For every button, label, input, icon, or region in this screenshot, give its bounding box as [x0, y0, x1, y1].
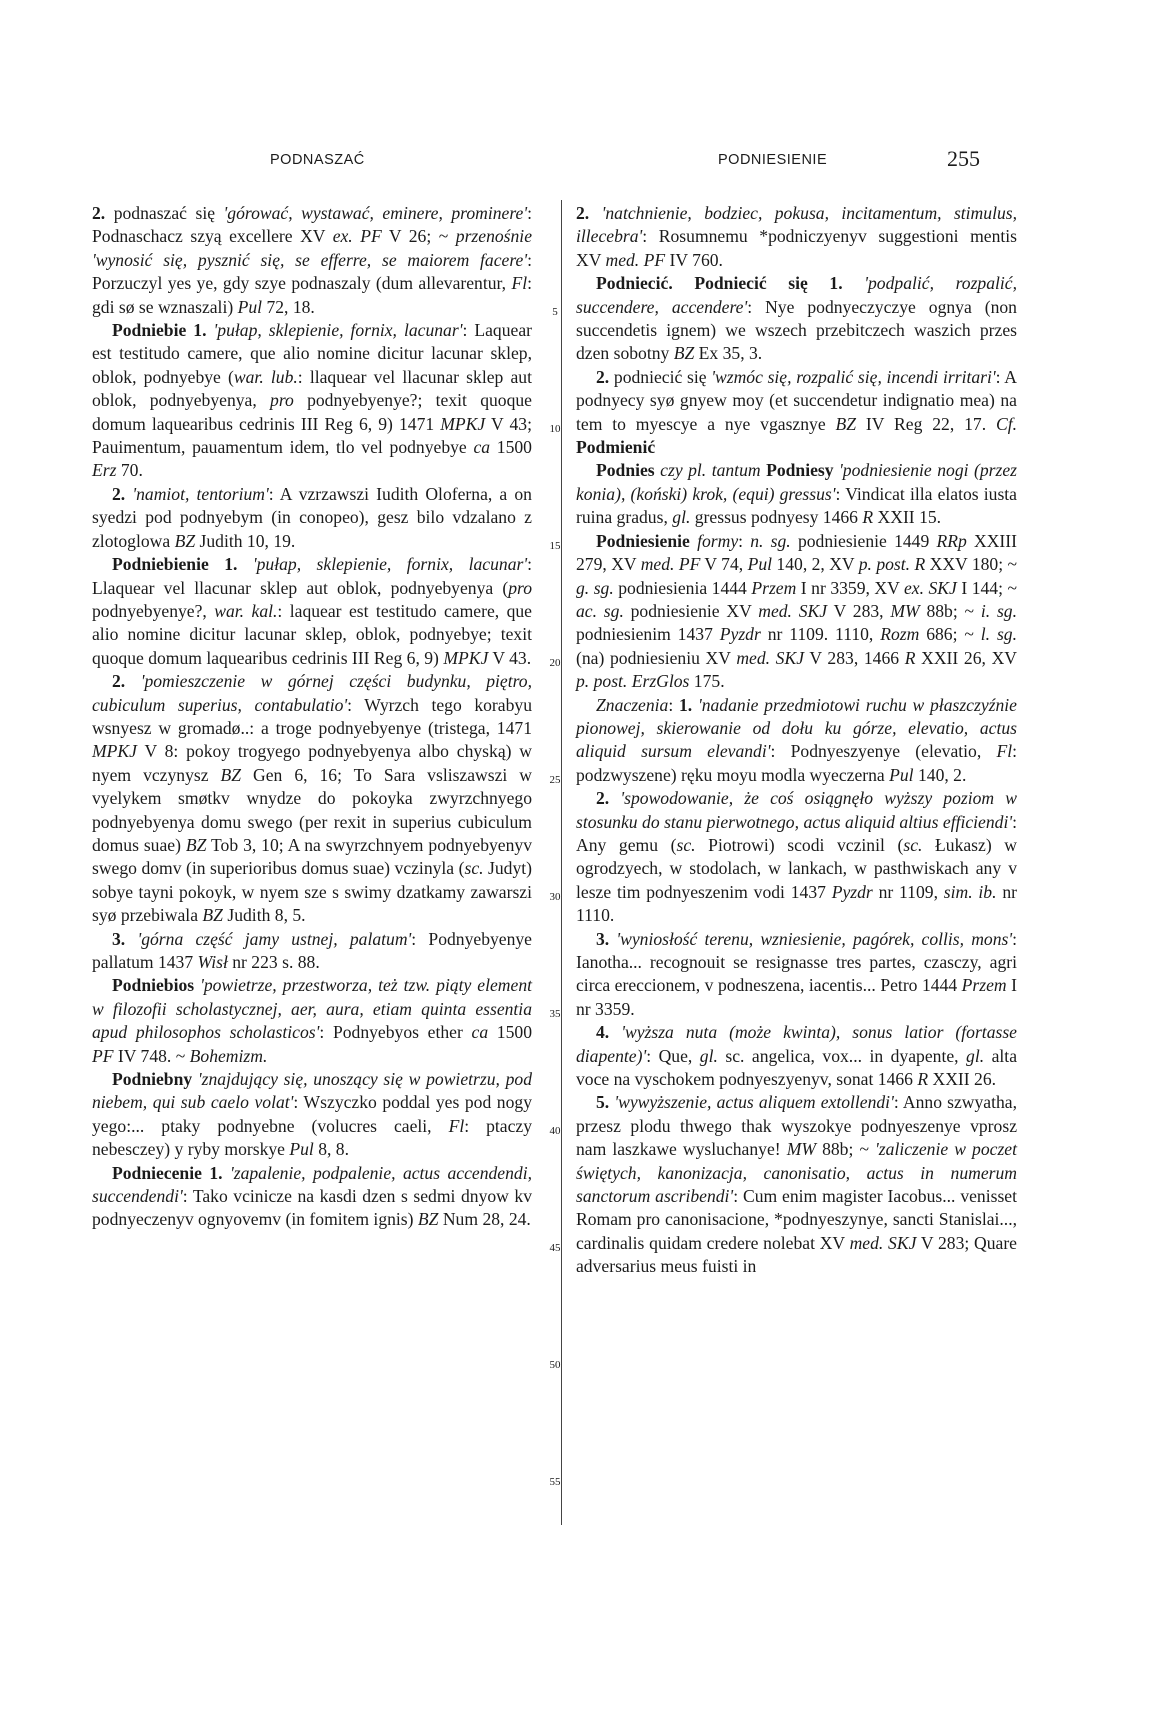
- dictionary-entry: Podniecenie 1. 'zapalenie, podpalenie, actus accendendi, succendendi': Tako vcinicze na kasdi dzen s sedmi dnyow kv podnyeczenyv ognyovemv (in fomitem ignis) BZ Num 28, 24.: [92, 1162, 532, 1230]
- running-head-right: PODNIESIENIE: [718, 152, 828, 168]
- dictionary-entry: Podniebie 1. 'pułap, sklepienie, fornix, lacunar': Laquear est testitudo camere, que alio nomine dicitur lacunar sklep, oblok, podnyebye (war. lub.: llaquear vel llacunar sklep aut oblok, podnyebyenya, pro podnyebyenye?; texit quoque domum laquearibus cedrinis III Reg 6, 9) 1471 MPKJ V 43; Pauimentum, pauamentum idem, tlo vel podnyebye ca 1500 Erz 70.: [92, 320, 532, 481]
- dictionary-entry: 2. 'spowodowanie, że coś osiągnęło wyższy poziom w stosunku do stanu pierwotnego, actus aliquid altius efficiendi': Any gemu (sc. Piotrowi) scodi vczinil (sc. Łukasz) w ogrodzyech, w stodolach, w lankach, w pasthwiskach any v lesze tim podnyeszenim vodi 1437 Pyzdr nr 1109, sim. ib. nr 1110.: [576, 788, 1018, 926]
- dictionary-entry: Znaczenia: 1. 'nadanie przedmiotowi ruchu w płaszczyźnie pionowej, skierowanie od dołu ku górze, elevatio, actus aliquid sursum elevandi': Podnyeszyenye (elevatio, Fl: podzwyszene) ręku moyu modla wyeczerna Pul 140, 2.: [576, 694, 1017, 785]
- dictionary-entry: 3. 'wyniosłość terenu, wzniesienie, pagórek, collis, mons': Ianotha... recognouit se resignasse tres partes, czasczy, agri circa ereccionem, v podneszena, iacentis... Petro 1444 Przem I nr 3359.: [576, 928, 1017, 1019]
- dictionary-entry: 2. podnaszać się 'górować, wystawać, eminere, prominere': Podnaschacz szyą excellere XV ex. PF V 26; ~ przenośnie 'wynosić się, pysznić się, se efferre, se maiorem facere': Porzuczyl yes ye, gdy szye podnaszaly (dum allevarentur, Fl: gdi sø se wznaszali) Pul 72, 18.: [92, 203, 532, 317]
- column-divider: [561, 200, 562, 1525]
- left-column: [92, 202, 532, 1232]
- line-number: 50: [549, 1358, 561, 1371]
- running-head-left: PODNASZAĆ: [270, 152, 365, 168]
- line-number: 30: [549, 890, 561, 903]
- dictionary-entry: Podniebios 'powietrze, przestworza, też tzw. piąty element w filozofii scholastycznej, aer, aura, etiam quinta essentia apud philosophos scholasticos': Podnyebyos ether ca 1500 PF IV 748. ~ Bohemizm.: [92, 975, 533, 1066]
- line-number: 45: [549, 1241, 561, 1254]
- line-number: 15: [549, 539, 561, 552]
- dictionary-entry: Podniebienie 1. 'pułap, sklepienie, fornix, lacunar': Llaquear vel llacunar sklep aut oblok, podnyebyenya (pro podnyebyenye?, war. kal.: laquear est testitudo camere, que alio nomine dicitur lacunar sklep, oblok, podnyebye; texit quoque domum laquearibus cedrinis III Reg 6, 9) MPKJ V 43.: [92, 554, 532, 668]
- dictionary-entry: 2. 'namiot, tentorium': A vzrzawszi Iudith Oloferna, a on syedzi pod podnyebym (in conopeo), gesz bilo vdzalano z zlotoglowa BZ Judith 10, 19.: [92, 483, 532, 551]
- line-number: 20: [549, 656, 561, 669]
- line-number: 5: [552, 305, 558, 318]
- line-number: 35: [549, 1007, 561, 1020]
- dictionary-entry: 2. podniecić się 'wzmóc się, rozpalić się, incendi irritari': A podnyecy syø gnyew moy (et succendetur indignatio mea) na tem to myescye a nye vgasznye BZ IV Reg 22, 17. Cf. Podmienić: [576, 366, 1017, 458]
- dictionary-entry: Podnies czy pl. tantum Podniesy 'podniesienie nogi (przez konia), (koński) krok, (equi) gressus': Vindicat illa elatos iusta ruina gradus, gl. gressus podnyesy 1466 R XXII 15.: [576, 460, 1017, 528]
- line-number: 25: [549, 773, 561, 786]
- line-number: 55: [549, 1475, 561, 1488]
- dictionary-entry: 3. 'górna część jamy ustnej, palatum': Podnyebyenye pallatum 1437 Wisł nr 223 s. 88.: [92, 928, 532, 972]
- dictionary-entry: 4. 'wyższa nuta (może kwinta), sonus latior (fortasse diapente)': Que, gl. sc. angelica, vox... in dyapente, gl. alta voce na vyschokem podnyeszyenyv, sonat 1466 R XXII 26.: [576, 1022, 1018, 1090]
- dictionary-entry: Podniebny 'znajdujący się, unoszący się w powietrzu, pod niebem, qui sub caelo volat': Wszyczko poddal yes pod nogy yego:... ptaky podnyebne (volucres caeli, Fl: ptaczy nebesczey) y ryby morskye Pul 8, 8.: [92, 1069, 533, 1160]
- dictionary-entry: 2. 'pomieszczenie w górnej części budynku, piętro, cubiculum superius, contabulatio': Wyrzch tego korabyu wsnyesz w gromadø..: a troge podnyebyenye (tristega, 1471 MPKJ V 8: pokoy trogyego podnyebyenya albo chyską) w nyem vczynysz BZ Gen 6, 16; To Sara vsliszawszi w vyelykem smøtkv wnydze do pokoyka zwyrzchnyego podnyebyenya domu swego (per rexit in superius cubiculum domus suae) BZ Tob 3, 10; A na swyrzchnyem podnyebyenyv swego domv (in superioribus domus suae) vczinyla (sc. Judyt) sobye tayni pokoyk, w nyem sze s swimy dzatkamy zawarszi syø przebiwala BZ Judith 8, 5.: [92, 671, 533, 926]
- line-number: 10: [549, 422, 561, 435]
- dictionary-entry: 5. 'wywyższenie, actus aliquem extollendi': Anno szwyatha, przesz plodu thwego thak wyszokye podnyeszenye vprosz nam laszkawe wysluchanye! MW 88b; ~ 'zaliczenie w poczet świętych, kanonizacja, canonisatio, actus in numerum sanctorum ascribendi': Cum enim magister Iacobus... venisset Romam pro canonisacione, *podnyeszynye, sancti Stanislai..., cardinalis quidam credere nolebat XV med. SKJ V 283; Quare adversarius meus fuisti in: [576, 1092, 1018, 1277]
- page-number: 255: [947, 146, 980, 171]
- dictionary-entry: Podniecić. Podniecić się 1. 'podpalić, rozpalić, succendere, accendere': Nye podnyeczyczye ognya (non succendetis ignem) we wszech przebitczech waszich przes dzen sobotny BZ Ex 35, 3.: [576, 273, 1018, 364]
- line-number: 40: [549, 1124, 561, 1137]
- dictionary-entry: 2. 'natchnienie, bodziec, pokusa, incitamentum, stimulus, illecebra': Rosumnemu *podniczyenyv suggestioni mentis XV med. PF IV 760.: [576, 203, 1017, 270]
- right-column: [576, 202, 1017, 1279]
- dictionary-entry: Podniesienie formy: n. sg. podniesienie 1449 RRp XXIII 279, XV med. PF V 74, Pul 140, 2, XV p. post. R XXV 180; ~ g. sg. podniesienia 1444 Przem I nr 3359, XV ex. SKJ I 144; ~ ac. sg. podniesienie XV med. SKJ V 283, MW 88b; ~ i. sg. podniesienim 1437 Pyzdr nr 1109. 1110, Rozm 686; ~ l. sg. (na) podniesieniu XV med. SKJ V 283, 1466 R XXII 26, XV p. post. ErzGlos 175.: [576, 530, 1018, 692]
